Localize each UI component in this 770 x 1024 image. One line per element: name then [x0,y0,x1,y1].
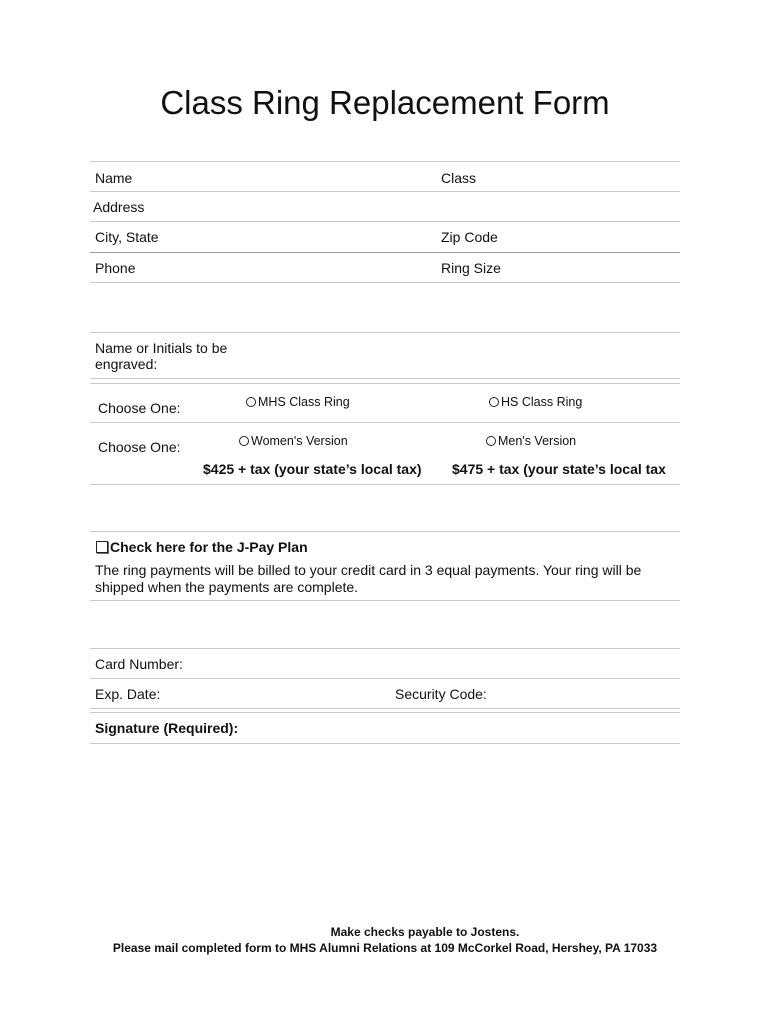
radio-circle-icon [489,397,499,407]
jpay-description-line2: shipped when the payments are complete. [95,579,359,595]
hs-class-ring-radio[interactable] [489,395,582,409]
card-number-field[interactable] [190,652,679,676]
engrave-label-line2: engraved: [95,356,158,372]
name-label: Name [95,170,133,186]
mens-price: $475 + tax (your state’s local tax [452,461,666,477]
phone-field[interactable] [145,256,434,280]
divider [90,191,680,192]
card-number-label: Card Number: [95,656,183,672]
radio-label: MHS Class Ring [258,395,350,409]
divider [90,600,680,601]
engrave-label-line1: Name or Initials to be [95,340,228,356]
divider [90,484,680,485]
womens-price: $425 + tax (your state’s local tax) [203,461,422,477]
divider [90,221,680,222]
divider [90,161,680,162]
footer-mail-address: Please mail completed form to MHS Alumni Relations at 109 McCorkel Road, Hershey, PA 17033 [112,941,658,955]
mhs-class-ring-radio[interactable] [246,395,350,409]
divider [90,743,680,744]
divider [90,422,680,423]
zip-field[interactable] [500,225,679,249]
ring-size-label: Ring Size [441,260,501,276]
ring-size-field[interactable] [505,256,679,280]
radio-label: HS Class Ring [501,395,583,409]
radio-label: Women's Version [251,434,348,448]
mens-version-radio[interactable] [486,434,576,448]
checkbox-icon [96,541,108,553]
class-label: Class [441,170,477,186]
signature-label: Signature (Required): [95,720,239,736]
jpay-label: Check here for the J-Pay Plan [110,539,308,555]
radio-label: Men's Version [498,434,577,448]
form-title: Class Ring Replacement Form [160,84,610,121]
divider [90,282,680,283]
radio-circle-icon [246,397,256,407]
divider [90,712,680,713]
address-field[interactable] [150,195,679,219]
address-label: Address [93,199,145,215]
security-code-field[interactable] [495,682,679,706]
divider [90,678,680,679]
womens-version-radio[interactable] [239,434,348,448]
city-state-field[interactable] [165,225,434,249]
name-field[interactable] [140,166,434,190]
choose-one-label: Choose One: [98,439,181,455]
choose-one-label: Choose One: [98,400,181,416]
signature-field[interactable] [245,716,679,740]
exp-date-field[interactable] [165,682,389,706]
divider [90,378,680,379]
divider [90,708,680,709]
divider [90,332,680,333]
radio-circle-icon [239,436,249,446]
engrave-field[interactable] [235,350,679,374]
city-state-label: City, State [95,229,159,245]
radio-circle-icon [486,436,496,446]
exp-date-label: Exp. Date: [95,686,161,702]
jpay-plan-checkbox[interactable] [96,539,308,555]
zip-label: Zip Code [441,229,498,245]
phone-label: Phone [95,260,136,276]
divider [90,383,680,384]
divider [90,648,680,649]
jpay-description-line1: The ring payments will be billed to your credit card in 3 equal payments. Your ring will be [95,562,642,578]
divider [90,252,680,253]
divider [90,531,680,532]
class-field[interactable] [480,166,679,190]
security-code-label: Security Code: [395,686,487,702]
footer-checks-note: Make checks payable to Jostens. [330,925,520,939]
